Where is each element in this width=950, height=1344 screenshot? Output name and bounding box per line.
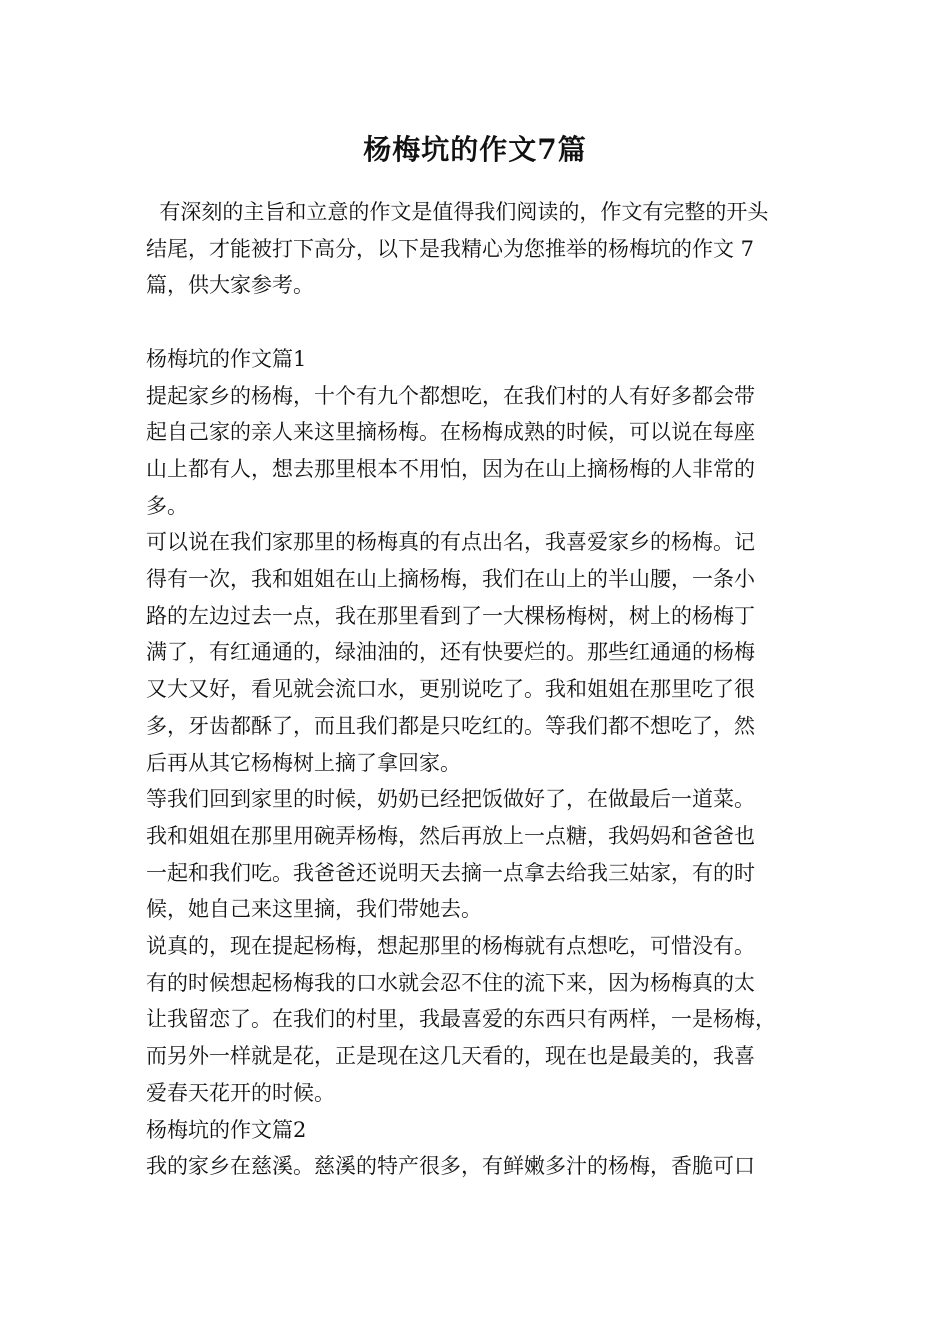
text-line: 满了，有红通通的，绿油油的，还有快要烂的。那些红通通的杨梅 xyxy=(146,640,755,665)
section-heading: 杨梅坑的作文篇1 xyxy=(146,346,307,371)
document-body xyxy=(146,194,822,1185)
text-line: 候，她自己来这里摘，我们带她去。 xyxy=(146,897,482,922)
text-line: 我和姐姐在那里用碗弄杨梅，然后再放上一点糖，我妈妈和爸爸也 xyxy=(146,823,755,848)
text-line: 而另外一样就是花，正是现在这几天看的，现在也是最美的，我喜 xyxy=(146,1044,755,1069)
text-line: 篇，供大家参考。 xyxy=(146,273,314,298)
paragraph xyxy=(146,928,822,1112)
text-line: 有的时候想起杨梅我的口水就会忍不住的流下来，因为杨梅真的太 xyxy=(146,970,755,995)
text-line: 得有一次，我和姐姐在山上摘杨梅，我们在山上的半山腰，一条小 xyxy=(146,567,755,592)
text-line: 说真的，现在提起杨梅，想起那里的杨梅就有点想吃，可惜没有。 xyxy=(146,934,755,959)
text-line: 爱春天花开的时候。 xyxy=(146,1080,335,1105)
blank-line xyxy=(146,304,822,341)
text-line: 起自己家的亲人来这里摘杨梅。在杨梅成熟的时候，可以说在每座 xyxy=(146,420,755,445)
text-line: 多，牙齿都酥了，而且我们都是只吃红的。等我们都不想吃了，然 xyxy=(146,713,755,738)
text-line: 后再从其它杨梅树上摘了拿回家。 xyxy=(146,750,461,775)
text-line: 有深刻的主旨和立意的作文是值得我们阅读的，作文有完整的开头 xyxy=(146,200,769,224)
text-line: 又大又好，看见就会流口水，更别说吃了。我和姐姐在那里吃了很 xyxy=(146,677,755,702)
paragraph xyxy=(146,781,822,928)
paragraph xyxy=(146,524,822,781)
section-heading: 杨梅坑的作文篇2 xyxy=(146,1117,307,1142)
page-title: 杨梅坑的作文7篇 xyxy=(363,133,587,166)
text-line: 多。 xyxy=(146,493,188,518)
paragraph xyxy=(146,378,822,525)
text-line: 我的家乡在慈溪。慈溪的特产很多，有鲜嫩多汁的杨梅，香脆可口 xyxy=(146,1154,755,1179)
text-line: 山上都有人，想去那里根本不用怕，因为在山上摘杨梅的人非常的 xyxy=(146,456,755,481)
paragraph xyxy=(146,1148,822,1185)
text-line: 可以说在我们家那里的杨梅真的有点出名，我喜爱家乡的杨梅。记 xyxy=(146,530,755,555)
text-line: 结尾，才能被打下高分，以下是我精心为您推举的杨梅坑的作文 7 xyxy=(146,236,755,261)
intro-paragraph xyxy=(146,194,822,304)
text-line: 路的左边过去一点，我在那里看到了一大棵杨梅树，树上的杨梅丁 xyxy=(146,603,755,628)
text-line: 一起和我们吃。我爸爸还说明天去摘一点拿去给我三姑家，有的时 xyxy=(146,860,755,885)
text-line: 让我留恋了。在我们的村里，我最喜爱的东西只有两样，一是杨梅， xyxy=(146,1007,776,1032)
text-line: 提起家乡的杨梅，十个有九个都想吃，在我们村的人有好多都会带 xyxy=(146,383,755,408)
text-line: 等我们回到家里的时候，奶奶已经把饭做好了，在做最后一道菜。 xyxy=(146,787,755,812)
